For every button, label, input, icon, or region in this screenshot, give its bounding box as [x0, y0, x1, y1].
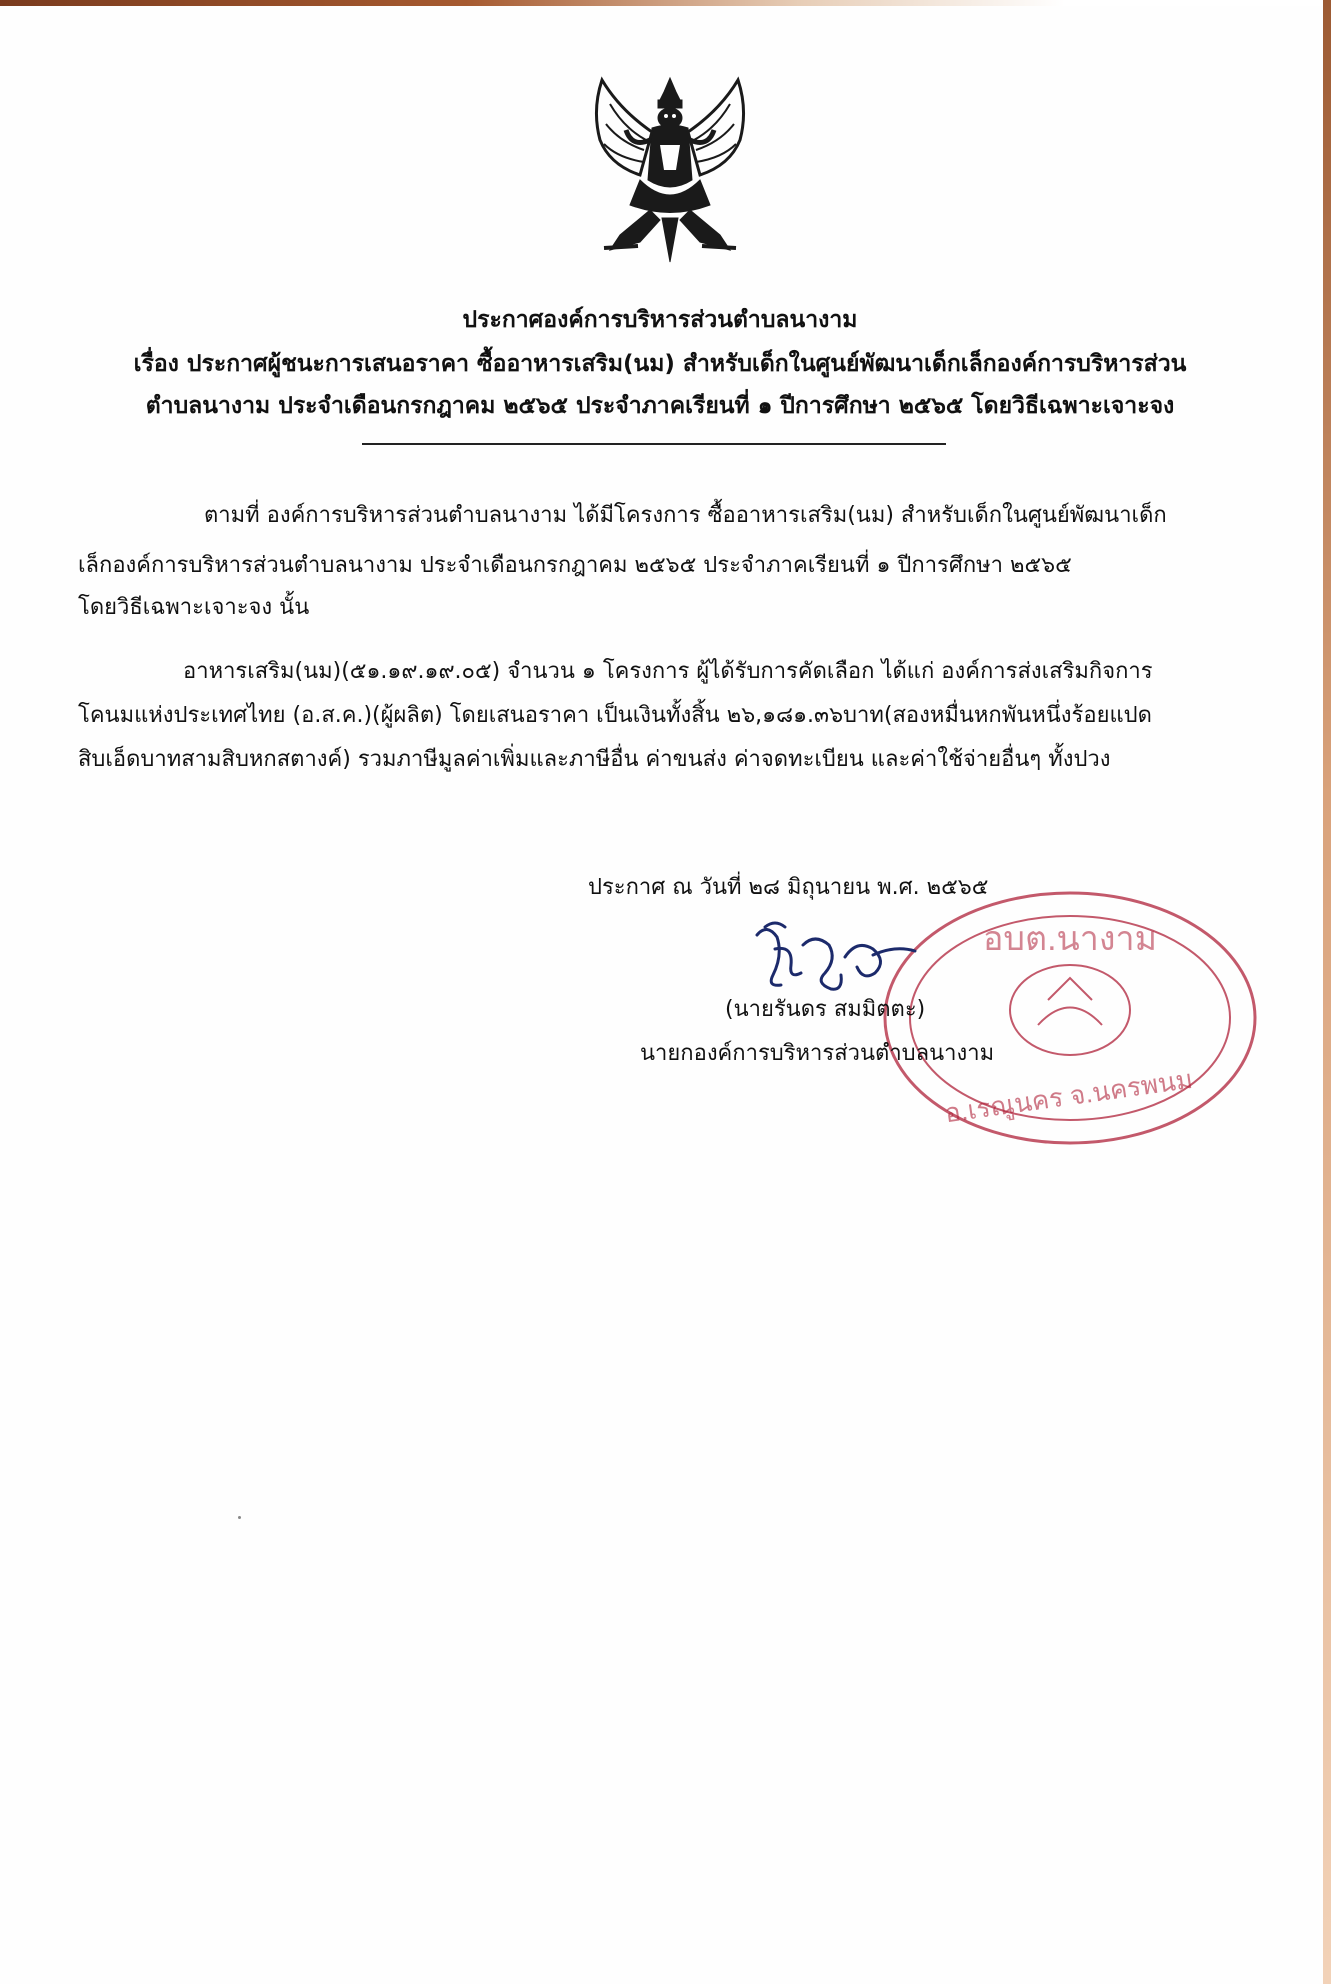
heading-divider: [362, 443, 946, 445]
paragraph2-line2: โคนมแห่งประเทศไทย (อ.ส.ค.)(ผู้ผลิต) โดยเสนอราคา เป็นเงินทั้งสิ้น ๒๖,๑๘๑.๓๖บาท(สองหมื่นหกพันหนึ่งร้อยแปด: [78, 703, 1152, 728]
signatory-title: นายกองค์การบริหารส่วนตำบลนางาม: [640, 1041, 995, 1066]
paper-edge-top: [0, 0, 1331, 6]
paper-speck: [238, 1516, 241, 1519]
heading-subject: เรื่อง ประกาศผู้ชนะการเสนอราคา ซื้ออาหารเสริม(นม) สำหรับเด็กในศูนย์พัฒนาเด็กเล็กองค์การบริหารส่วน: [133, 351, 1187, 377]
paragraph2-line1: อาหารเสริม(นม)(๕๑.๑๙.๑๙.๐๕) จำนวน ๑ โครงการ ผู้ได้รับการคัดเลือก ได้แก่ องค์การส่งเสริมกิจการ: [183, 659, 1153, 684]
signatory-name: (นายรันดร สมมิตตะ): [725, 997, 926, 1022]
paper-edge-right: [1323, 0, 1331, 1984]
paragraph2-line3: สิบเอ็ดบาทสามสิบหกสตางค์) รวมภาษีมูลค่าเพิ่มและภาษีอื่น ค่าขนส่ง ค่าจดทะเบียน และค่าใช้จ่ายอื่นๆ ทั้งปวง: [78, 747, 1111, 772]
paragraph1-line3: โดยวิธีเฉพาะเจาะจง นั้น: [78, 595, 310, 620]
official-seal-icon: [878, 880, 1263, 1155]
garuda-emblem-icon: [580, 70, 760, 265]
seal-lower-text: อ.เรณูนคร จ.นครพนม: [942, 1063, 1195, 1129]
heading-title: ประกาศองค์การบริหารส่วนตำบลนางาม: [462, 307, 858, 333]
seal-upper-text: อบต.นางาม: [983, 920, 1157, 958]
announcement-date: ประกาศ ณ วันที่ ๒๘ มิถุนายน พ.ศ. ๒๕๖๕: [588, 875, 989, 900]
paragraph1-line1: ตามที่ องค์การบริหารส่วนตำบลนางาม ได้มีโครงการ ซื้ออาหารเสริม(นม) สำหรับเด็กในศูนย์พัฒนาเด็ก: [204, 503, 1167, 528]
heading-subject-cont: ตำบลนางาม ประจำเดือนกรกฎาคม ๒๕๖๕ ประจำภาคเรียนที่ ๑ ปีการศึกษา ๒๕๖๕ โดยวิธีเฉพาะเจาะจง: [145, 393, 1175, 419]
paragraph1-line2: เล็กองค์การบริหารส่วนตำบลนางาม ประจำเดือนกรกฎาคม ๒๕๖๕ ประจำภาคเรียนที่ ๑ ปีการศึกษา ๒๕๖๕: [78, 553, 1072, 578]
